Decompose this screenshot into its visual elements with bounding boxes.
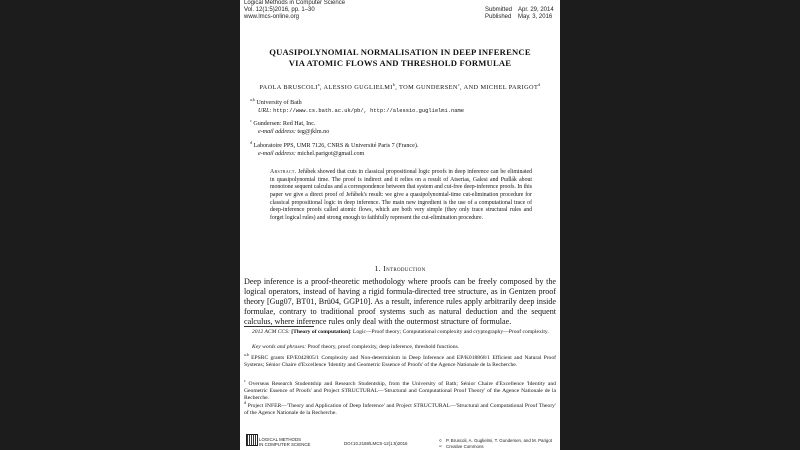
footnote-ab-mark: a,b [244, 352, 249, 357]
footnote-c-mark: c [244, 378, 246, 383]
footnote-d-mark: d [244, 400, 246, 405]
author-1-mark: a [317, 82, 320, 87]
keywords-text: Proof theory, proof complexity, deep inference, threshold functions. [307, 344, 460, 350]
affiliation-d-email[interactable]: michel.parigot@gmail.com [297, 150, 365, 157]
affiliation-ab-org: University of Bath [256, 100, 302, 107]
acm-rest: : Logic—Proof theory; Computational complexity and cryptography—Proof complexity. [349, 329, 549, 335]
affiliation-d-mark: d [250, 140, 252, 145]
footnote-keywords [244, 344, 556, 351]
footnote-d [244, 399, 556, 417]
affiliation-d-label: e-mail address: [258, 150, 296, 157]
footer-copyright: P. Bruscoli, A. Guglielmi, T. Gundersen, and M. Parigot [446, 438, 552, 443]
submitted-date: Apr. 29, 2014 [518, 7, 554, 13]
footer-logo-line2: IN COMPUTER SCIENCE [259, 442, 311, 447]
journal-name: Logical Methods in Computer Science [244, 0, 346, 6]
author-2-mark: b [392, 82, 396, 87]
footer-doi[interactable]: DOI:10.2168/LMCS-12(1:5)2016 [344, 441, 408, 446]
author-1: PAOLA BRUSCOLI [259, 84, 318, 92]
abstract-label: Abstract. [270, 169, 297, 175]
section-title: Introduction [383, 264, 426, 273]
paper-page [240, 0, 560, 450]
creative-commons-icon: cc [439, 444, 442, 448]
keywords-label: Key words and phrases: [252, 344, 307, 350]
affiliation-c-label: e-mail address: [258, 128, 296, 135]
affiliation-c-org: Gundersen: Red Hat, Inc. [253, 121, 316, 128]
affiliation-d [250, 139, 418, 158]
abstract-text: Jeřábek showed that cuts in classical propositional logic proofs in deep inference can be eliminated in quasipolynomial time. The proof is indirect and it relies on a result of Atserias, Galesi and Pudlák about monotone sequent calculus and a correspondence between that system and cut-free deep-inference proofs. In this paper we give a direct proof of Jeřábek's result: we give a quasipolynomial-time cut-elimination procedure for classical propositional logic in deep inference. The main new ingredient is the use of a computational trace of deep-inference proofs called atomic flows, which are both very simple (they only trace structural rules and forget logical rules) and strong enough to faithfully represent the cut-elimination procedure. [270, 169, 532, 221]
affiliation-c-email[interactable]: teg@jklm.no [297, 128, 330, 135]
journal-website[interactable]: www.lmcs-online.org [244, 14, 300, 20]
author-3-mark: c [457, 82, 461, 87]
submitted-label: Submitted [485, 7, 513, 13]
footer-logo-line1: LOGICAL METHODS [259, 437, 302, 442]
footnote-ab [244, 351, 556, 369]
author-sep-1: , [319, 84, 324, 92]
copyright-icon: © [439, 438, 442, 443]
footer-license[interactable]: Creative Commons [446, 444, 484, 449]
author-3: TOM GUNDERSEN [399, 84, 458, 92]
author-4: AND MICHEL PARIGOT [463, 84, 539, 92]
footnote-acm [244, 329, 556, 336]
abstract [270, 169, 532, 223]
section-heading [240, 264, 560, 273]
published-label: Published [485, 14, 512, 20]
acm-bold: [Theory of computation] [291, 329, 350, 335]
affiliation-ab-label: URL: [258, 107, 272, 114]
lmcs-logo-icon [246, 434, 258, 446]
published-date: May. 3, 2016 [518, 14, 553, 20]
footnote-ab-text: EPSRC grants EP/E042805/1 Complexity and Non-determinism in Deep Inference and EP/K018868/1 Efficient and Natural Proof Systems; Sénior Chaire d'Excellence 'Identity and Geometric Essence of Proofs' of the Agence Nationale de la Recherche. [244, 354, 556, 368]
author-list [240, 82, 560, 91]
author-4-mark: d [538, 82, 541, 87]
footnote-rule [244, 326, 314, 327]
author-2: ALESSIO GUGLIELMI [323, 84, 393, 92]
affiliation-ab [250, 96, 464, 115]
footnote-c-text: Overseas Research Studentship and Research Studentship, from the University of Bath; Sénior Chaire d'Excellence 'Identity and Geometric Essence of Proofs' and Project STRUCTURAL—'Structural and Computational Proof Theory' of the Agence Nationale de la Recherche. [244, 380, 556, 401]
affiliation-c-mark: c [250, 118, 252, 123]
affiliation-ab-mark: a,b [250, 97, 255, 102]
paper-title-line1: QUASIPOLYNOMIAL NORMALISATION IN DEEP INFERENCE [269, 47, 531, 57]
affiliation-d-org: Laboratoire PPS, UMR 7126, CNRS & Université Paris 7 (France). [253, 143, 419, 150]
acm-label: 2012 ACM CCS: [252, 329, 290, 335]
affiliation-ab-url[interactable]: http://www.cs.bath.ac.uk/pb/, http://alessio.guglielmi.name [273, 107, 464, 114]
paper-title-line2: VIA ATOMIC FLOWS AND THRESHOLD FORMULAE [288, 58, 512, 68]
author-sep-2: , [395, 84, 400, 92]
affiliation-c [250, 117, 329, 136]
footnote-d-text: Project INFER—'Theory and Application of Deep Inference' and Project STRUCTURAL—'Structural and Computational Proof Theory' of the Agence Nationale de la Recherche. [244, 402, 556, 416]
author-sep-3: , [460, 84, 464, 92]
section-number: 1. [374, 264, 381, 273]
journal-volume: Vol. 12(1:5)2016, pp. 1–30 [244, 7, 315, 13]
intro-paragraph: Deep inference is a proof-theoretic methodology where proofs can be freely composed by the logical operators, instead of having a rigid formula-directed tree structure, as in Gentzen proof theory [Gug07, BT01, Brü04, GGP10]. As a result, inference rules apply arbitrarily deep inside formulae, contrary to traditional proof systems such as natural deduction and the sequent calculus, where inference rules only deal with the outermost structure of formulae. [244, 277, 556, 327]
